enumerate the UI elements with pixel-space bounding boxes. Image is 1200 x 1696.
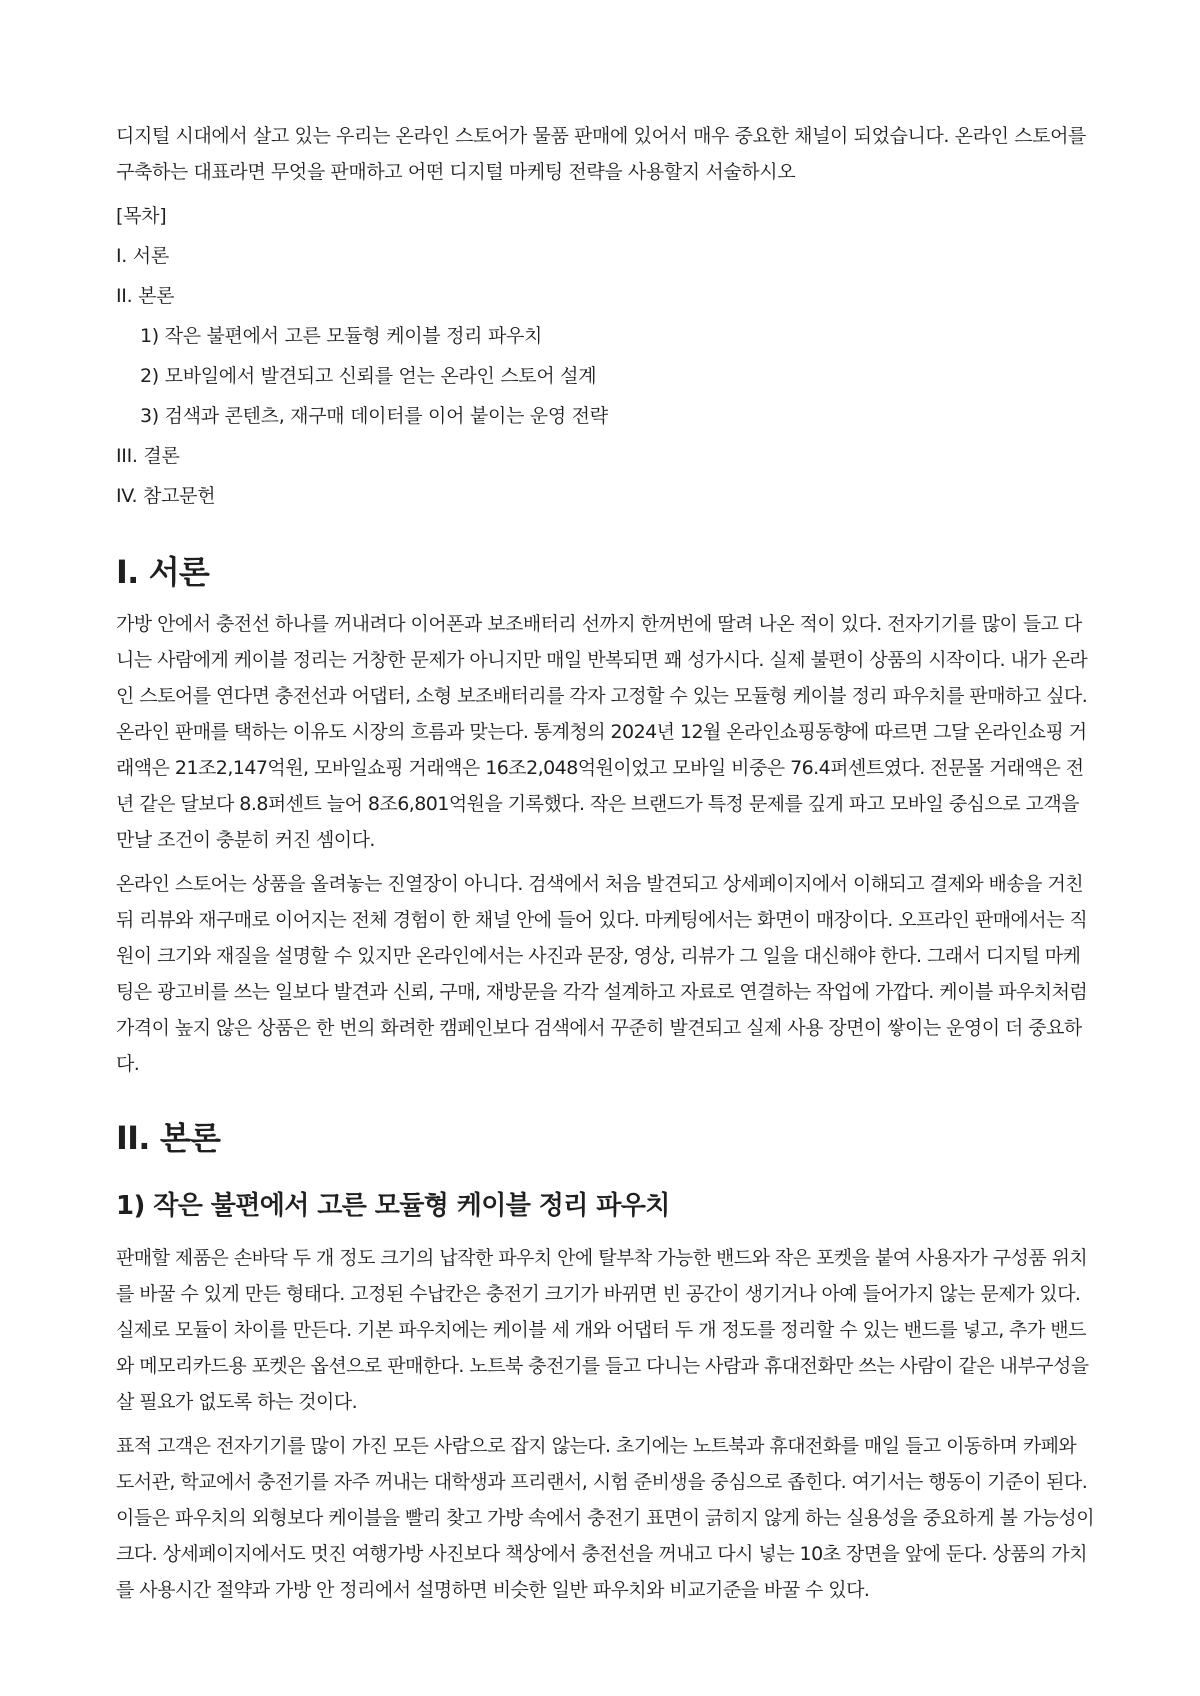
toc-subitem-3: 3) 검색과 콘텐츠, 재구매 데이터를 이어 붙이는 운영 전략 [140,405,608,427]
body-paragraph-2: 표적 고객은 전자기기를 많이 가진 모든 사람으로 잡지 않는다. 초기에는 노트북과 휴대전화를 매일 들고 이동하며 카페와 도서관, 학교에서 충전기를 자주 꺼내는 대학생과 프리랜서, 시험 준비생을 중심으로 좁힌다. 여기서는 행동이 기준이 된다. 이들은 파우치의 외형보다 케이블을 빨리 찾고 가방 속에서 충전기 표면이 긁히지 않게 하는 실용성을 중요하게 볼 가능성이 크다. 상세페이지에서도 멋진 여행가방 사진보다 책상에서 충전선을 꺼내고 다시 넣는 10초 장면을 앞에 둔다. 상품의 가치를 사용시간 절약과 가방 안 정리에서 설명하면 비슷한 일반 파우치와 비교기준을 바꿀 수 있다. [116,1435,1095,1601]
section-title-body: II. 본론 [116,1119,221,1157]
toc-item-body: II. 본론 [116,285,175,307]
toc-item-conclusion: III. 결론 [116,445,180,467]
essay-prompt: 디지털 시대에서 살고 있는 우리는 온라인 스토어가 물품 판매에 있어서 매우 중요한 채널이 되었습니다. 온라인 스토어를 구축하는 대표라면 무엇을 판매하고 어떤 디지털 마케팅 전략을 사용할지 서술하시오 [116,125,1086,183]
toc-subitem-1: 1) 작은 불편에서 고른 모듈형 케이블 정리 파우치 [140,325,543,347]
intro-paragraph-1: 가방 안에서 충전선 하나를 꺼내려다 이어폰과 보조배터리 선까지 한꺼번에 딸려 나온 적이 있다. 전자기기를 많이 들고 다니는 사람에게 케이블 정리는 거창한 문제가 아니지만 매일 반복되면 꽤 성가시다. 실제 불편이 상품의 시작이다. 내가 온라인 스토어를 연다면 충전선과 어댑터, 소형 보조배터리를 각자 고정할 수 있는 모듈형 케이블 정리 파우치를 판매하고 싶다. 온라인 판매를 택하는 이유도 시장의 흐름과 맞는다. 통계청의 2024년 12월 온라인쇼핑동향에 따르면 그달 온라인쇼핑 거래액은 21조2,147억원, 모바일쇼핑 거래액은 16조2,048억원이었고 모바일 비중은 76.4퍼센트였다. 전문몰 거래액은 전년 같은 달보다 8.8퍼센트 늘어 8조6,801억원을 기록했다. 작은 브랜드가 특정 문제를 깊게 파고 모바일 중심으로 고객을 만날 조건이 충분히 커진 셈이다. [116,613,1088,851]
table-of-contents [116,196,1096,516]
intro-paragraph-2: 온라인 스토어는 상품을 올려놓는 진열장이 아니다. 검색에서 처음 발견되고 상세페이지에서 이해되고 결제와 배송을 거친 뒤 리뷰와 재구매로 이어지는 전체 경험이 한 채널 안에 들어 있다. 마케팅에서는 화면이 매장이다. 오프라인 판매에서는 직원이 크기와 재질을 설명할 수 있지만 온라인에서는 사진과 문장, 영상, 리뷰가 그 일을 대신해야 한다. 그래서 디지털 마케팅은 광고비를 쓰는 일보다 발견과 신뢰, 구매, 재방문을 각각 설계하고 자료로 연결하는 작업에 가깝다. 케이블 파우치처럼 가격이 높지 않은 상품은 한 번의 화려한 캠페인보다 검색에서 꾸준히 발견되고 실제 사용 장면이 쌓이는 운영이 더 중요하다. [116,873,1088,1075]
body-paragraph-1: 판매할 제품은 손바닥 두 개 정도 크기의 납작한 파우치 안에 탈부착 가능한 밴드와 작은 포켓을 붙여 사용자가 구성품 위치를 바꿀 수 있게 만든 형태다. 고정된 수납칸은 충전기 크기가 바뀌면 빈 공간이 생기거나 아예 들어가지 않는 문제가 있다. 실제로 모듈이 차이를 만든다. 기본 파우치에는 케이블 세 개와 어댑터 두 개 정도를 정리할 수 있는 밴드를 넣고, 추가 밴드와 메모리카드용 포켓은 옵션으로 판매한다. 노트북 충전기를 들고 다니는 사람과 휴대전화만 쓰는 사람이 같은 내부구성을 살 필요가 없도록 하는 것이다. [116,1247,1089,1413]
toc-item-intro: I. 서론 [116,245,169,267]
toc-item-references: IV. 참고문헌 [116,485,216,507]
toc-heading: [목차] [116,205,167,227]
subsection-title-1: 1) 작은 불편에서 고른 모듈형 케이블 정리 파우치 [116,1191,670,1221]
toc-subitem-2: 2) 모바일에서 발견되고 신뢰를 얻는 온라인 스토어 설계 [140,365,597,387]
section-title-intro: I. 서론 [116,553,210,591]
